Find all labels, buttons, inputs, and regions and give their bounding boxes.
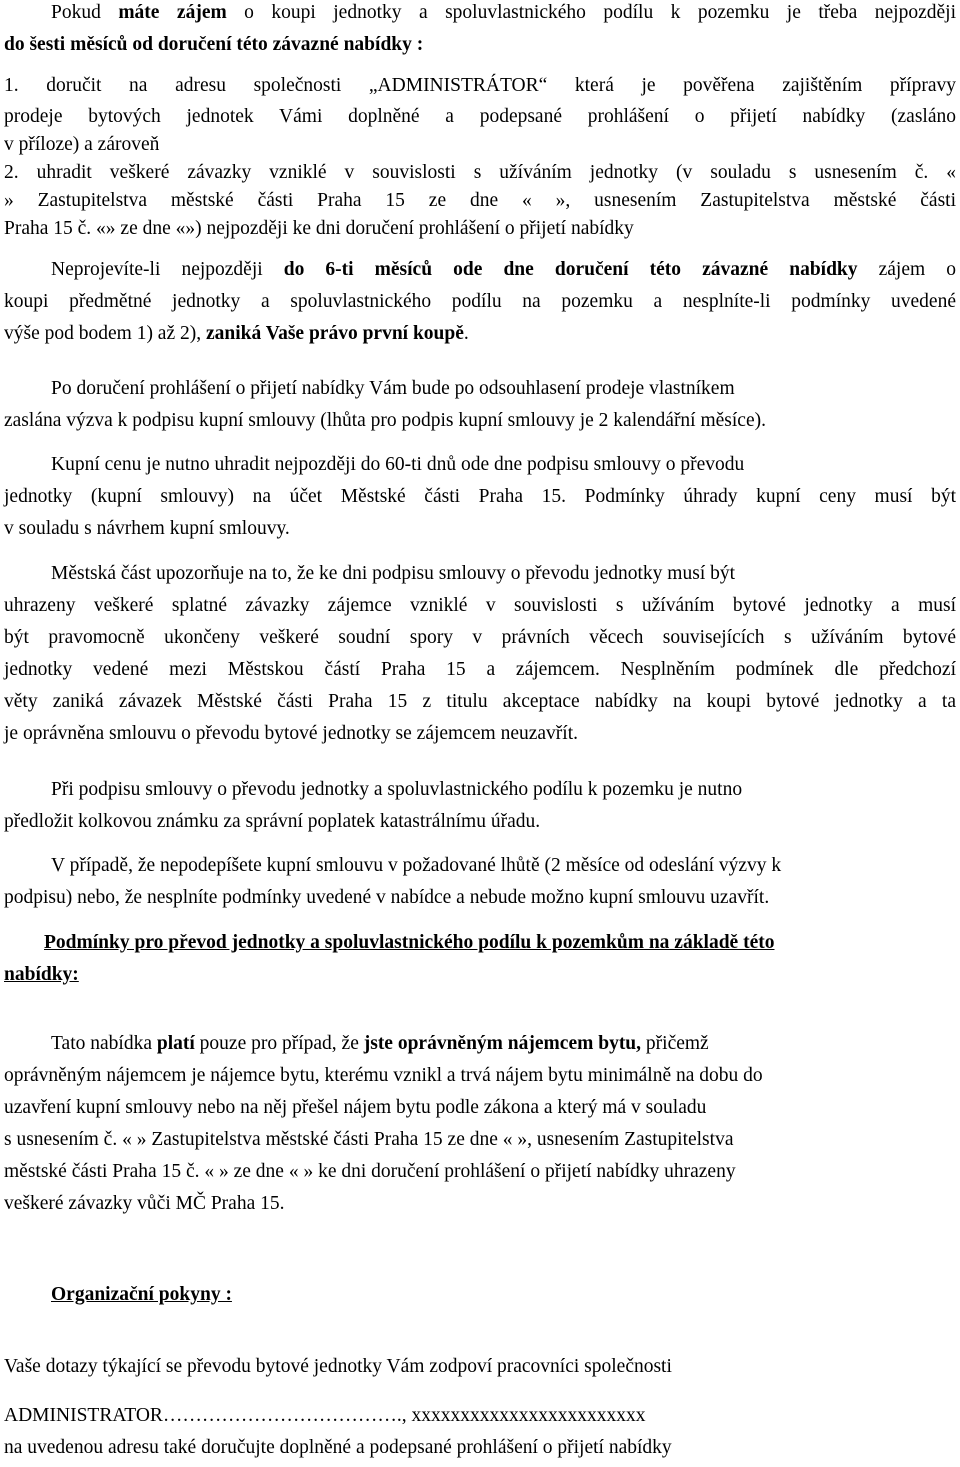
- refusal-paragraph-line-1: V případě, že nepodepíšete kupní smlouvu v požadované lhůtě (2 měsíce od odeslání výzvy k: [51, 855, 782, 876]
- deadline-paragraph-line-2: koupi předmětné jednotky a spoluvlastnického podílu na pozemku a nesplníte-li podmínky uvedené: [4, 291, 956, 312]
- tenant-paragraph-line-1: Tato nabídka platí pouze pro případ, že jste oprávněným nájemcem bytu, přičemž: [51, 1033, 709, 1054]
- contact-line-2: ADMINISTRATOR………………………………., xxxxxxxxxxxxxxxxxxxxxxxx: [4, 1405, 646, 1426]
- price-paragraph-line-1: Kupní cenu je nutno uhradit nejpozději do 60-ti dnů ode dne podpisu smlouvy o převodu: [51, 454, 745, 475]
- tenant-paragraph-line-2: oprávněným nájemcem je nájemce bytu, kterému vznikl a trvá nájem bytu minimálně na dobu do: [4, 1065, 763, 1086]
- tenant-paragraph-line-6: veškeré závazky vůči MČ Praha 15.: [4, 1193, 285, 1214]
- deadline-paragraph-line-1: Neprojevíte-li nejpozději do 6-ti měsíců ode dne doručení této závazné nabídky zájem o: [51, 259, 957, 280]
- intro-line-1: Pokud máte zájem o koupi jednotky a spoluvlastnického podílu k pozemku je třeba nejpozději: [51, 2, 956, 23]
- conditions-heading-line-2: nabídky:: [4, 964, 79, 985]
- list-item-2-line-3: Praha 15 č. «» ze dne «») nejpozději ke dni doručení prohlášení o přijetí nabídky: [4, 218, 634, 239]
- contact-line-3: na uvedenou adresu také doručujte doplněné a podepsané prohlášení o přijetí nabídky: [4, 1437, 672, 1458]
- deadline-paragraph-line-3: výše pod bodem 1) až 2), zaniká Vaše právo první koupě.: [4, 323, 469, 344]
- contact-line-1: Vaše dotazy týkající se převodu bytové jednotky Vám zodpoví pracovníci společnosti: [4, 1356, 672, 1377]
- tenant-paragraph-line-5: městské části Praha 15 č. « » ze dne « » ke dni doručení prohlášení o přijetí nabídky uhrazeny: [4, 1161, 736, 1182]
- refusal-paragraph-line-2: podpisu) nebo, že nesplníte podmínky uvedené v nabídce a nebude možno kupní smlouvu uzavřít.: [4, 887, 770, 908]
- notice-paragraph-line-6: je oprávněna smlouvu o převodu bytové jednotky se zájemcem neuzavřít.: [4, 723, 578, 744]
- tenant-paragraph-line-3: uzavření kupní smlouvy nebo na něj přešel nájem bytu podle zákona a který má v souladu: [4, 1097, 707, 1118]
- price-paragraph-line-3: v souladu s návrhem kupní smlouvy.: [4, 518, 290, 539]
- list-item-1-line-2: prodeje bytových jednotek Vámi doplněné a podepsané prohlášení o přijetí nabídky (zasláno: [4, 106, 956, 127]
- notice-paragraph-line-4: jednotky vedené mezi Městskou částí Praha 15 a zájemcem. Nesplněním podmínek dle předchozí: [4, 659, 956, 680]
- list-item-1-line-3: v příloze) a zároveň: [4, 134, 160, 155]
- tenant-paragraph-line-4: s usnesením č. « » Zastupitelstva městské části Praha 15 ze dne « », usnesením Zastupitelstva: [4, 1129, 734, 1150]
- acceptance-paragraph-line-2: zaslána výzva k podpisu kupní smlouvy (lhůta pro podpis kupní smlouvy je 2 kalendářní měsíce).: [4, 410, 766, 431]
- stamp-paragraph-line-1: Při podpisu smlouvy o převodu jednotky a spoluvlastnického podílu k pozemku je nutno: [51, 779, 743, 800]
- acceptance-paragraph-line-1: Po doručení prohlášení o přijetí nabídky Vám bude po odsouhlasení prodeje vlastníkem: [51, 378, 735, 399]
- stamp-paragraph-line-2: předložit kolkovou známku za správní poplatek katastrálnímu úřadu.: [4, 811, 541, 832]
- notice-paragraph-line-1: Městská část upozorňuje na to, že ke dni podpisu smlouvy o převodu jednotky musí být: [51, 563, 736, 584]
- notice-paragraph-line-5: věty zaniká závazek Městské části Praha 15 z titulu akceptace nabídky na koupi bytové jednotky a ta: [4, 691, 956, 712]
- list-item-2-line-2: » Zastupitelstva městské části Praha 15 ze dne « », usnesením Zastupitelstva městské části: [4, 190, 956, 211]
- price-paragraph-line-2: jednotky (kupní smlouvy) na účet Městské části Praha 15. Podmínky úhrady kupní ceny musí být: [4, 486, 956, 507]
- list-item-1-line-1: 1. doručit na adresu společnosti „ADMINISTRÁTOR“ která je pověřena zajištěním přípravy: [4, 75, 956, 96]
- intro-line-2: do šesti měsíců od doručení této závazné nabídky :: [4, 34, 424, 55]
- organization-heading: Organizační pokyny :: [51, 1284, 232, 1305]
- conditions-heading-line-1: Podmínky pro převod jednotky a spoluvlastnického podílu k pozemkům na základě této: [44, 932, 775, 953]
- notice-paragraph-line-3: být pravomocně ukončeny veškeré soudní spory v právních věcech souvisejících s užíváním bytové: [4, 627, 956, 648]
- list-item-2-line-1: 2. uhradit veškeré závazky vzniklé v souvislosti s užíváním jednotky (v souladu s usnesením č. «: [4, 162, 956, 183]
- notice-paragraph-line-2: uhrazeny veškeré splatné závazky zájemce vzniklé v souvislosti s užíváním bytové jednotky a musí: [4, 595, 956, 616]
